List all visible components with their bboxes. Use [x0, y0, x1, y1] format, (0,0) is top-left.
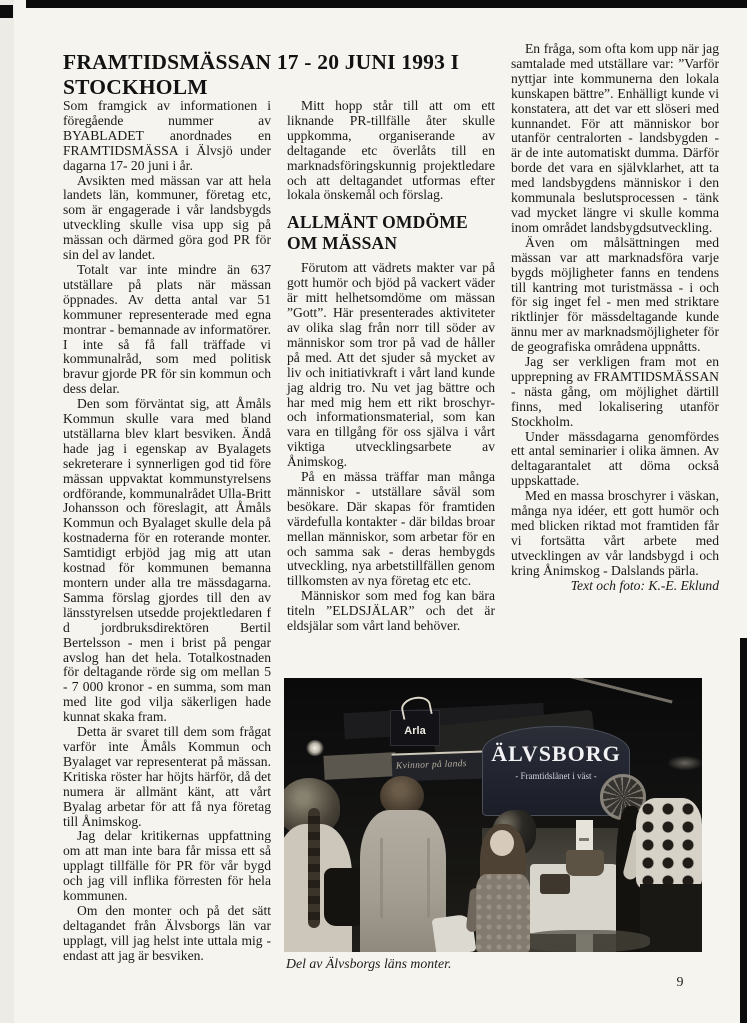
- page-number: 9: [676, 975, 684, 990]
- scan-right-edge-artifact: [740, 638, 747, 1023]
- paragraph: Även om målsättningen med mässan var att marknadsföra varje bygds möjligheter fanns en tendens till kantring mot turistmässa - i och för sig inget fel - men med striktare riktlinjer för mässdeltagande kunde ännu mer av marknadsmöjligheter för de geografiska områdena uppnåtts.: [511, 234, 719, 355]
- pillar-mark: [579, 838, 589, 841]
- paragraph: Under mässdagarna genomfördes ett antal seminarier i olika ämnen. Av deltagarantalet att döma också uppskattade.: [511, 428, 719, 489]
- article-title: FRAMTIDSMÄSSAN 17 - 20 JUNI 1993 I STOCKHOLM: [63, 50, 460, 100]
- lamp-glow: [306, 740, 324, 756]
- booth-banner-left: [323, 752, 396, 780]
- text-column-3: [511, 42, 719, 594]
- paragraph: Med en massa broschyrer i väskan, många nya idéer, ett gott humör och med blicken riktad mot framtiden får vi fortsätta vårt arbete med utvecklingen av vår landsbygd i och kring Ånimskog - Dalslands pärla.: [511, 488, 719, 578]
- kvinnor-banner-text: Kvinnor på lands: [395, 759, 467, 772]
- girl-dress: [476, 874, 530, 952]
- alvsborg-sign-subtitle: - Framtidslänet i väst -: [515, 771, 597, 781]
- text-column-1: [63, 99, 271, 964]
- floor-highlight: [520, 930, 650, 952]
- polka-dot-woman: [636, 798, 702, 888]
- paragraph: Detta är svaret till dem som frågat varför inte Åmåls Kommun och Byalaget var representerat på mässan. Kritiska röster har höjts härför, då det numera är allmänt känt, att vårt Byalag arbetar för att få nya företag till Ånimskog.: [63, 724, 271, 829]
- arla-sign-text: Arla: [404, 725, 426, 737]
- paragraph: På en mässa träffar man många människor - utställare såväl som besökare. Där skapas för framtiden värdefulla kontakter - där bildas broar mellan människor, som arbetar för en och samma sak - deras hembygds utveckling, nya arbetstillfällen genom tillkomsten av nya företag etc etc.: [287, 469, 495, 589]
- paragraph: Totalt var inte mindre än 637 utställare på plats när mässan öppnades. Av detta antal var 51 kommuner representerade med egna montrar - bemannade av informatörer. I inte så få fall träffade vi kommunalråd, som med politisk bravur gjorde PR för sin kommun och dess delar.: [63, 261, 271, 397]
- paragraph: Som framgick av informationen i föregående nummer av BYABLADET anordnades en FRAMTIDSMÄSSA i Älvsjö under dagarna 17- 20 juni i år.: [63, 98, 271, 173]
- scan-left-margin: [0, 0, 14, 1023]
- section-heading: ALLMÄNT OMDÖME OM MÄSSAN: [287, 212, 468, 254]
- jacket-folds: [380, 838, 430, 918]
- alvsborg-sign-title: ÄLVSBORG: [491, 741, 621, 766]
- column3-body: [511, 42, 719, 579]
- paragraph: Människor som med fog kan bära titeln ”ELDSJÄLAR” och det är eldsjälar som vårt land behöver.: [287, 588, 495, 634]
- braid: [308, 808, 320, 928]
- scan-top-bar-artifact: [26, 0, 747, 8]
- paragraph: Jag ser verkligen fram mot en upprepning av FRAMTIDSMÄSSAN - nästa gång, om möjlighet därtill finns, med lokalisering utanför Stockholm.: [511, 354, 719, 429]
- column2-body: [287, 261, 495, 634]
- paragraph: Den som förväntat sig, att Åmåls Kommun skulle vara med bland utställarna blev klart besviken. Ändå hade jag i egenskap av Byalagets sekreterare i synnerligen god tid före mässan uppvaktat kommunstyrelsens ordförande, kommunalrådet Ulla-Britt Johansson och föreslagit, att Åmåls Kommun och Byalaget skulle dela på kostnaderna för en roterande monter. Samtidigt erbjöd jag mig att utan kostnad för kommunen bemanna montern under alla tre mässdagarna. Samma förslag gjordes till den av länsstyrelsen utsedde projektledaren f d jordbruksdirektören Bertil Bertelsson - men i brist på pengar avslog han det hela. Totalkostnaden för deltagande rörde sig om mellan 5 - 7 000 kronor - en summa, som man med lite god vilja säkerligen hade kunnat skaka fram.: [63, 396, 271, 725]
- faint-far-sign: [668, 756, 702, 770]
- text-column-2: [287, 99, 495, 634]
- photo-caption: Del av Älvsborgs läns monter.: [286, 956, 452, 971]
- basket: [540, 874, 570, 894]
- arla-sign: [390, 710, 440, 746]
- paragraph: Avsikten med mässan var att hela landets län, kommuner, företag etc, som är engagerade i vår landsbygds utveckling skulle visa upp sig på mässan och därmed göra god PR för sin del av landet.: [63, 172, 271, 263]
- column2-intro: [287, 99, 495, 203]
- paragraph: Om den monter och på det sätt deltagandet från Älvsborgs län var upplagt, vill jag helst inte uttala mig - endast att jag är besviken.: [63, 902, 271, 963]
- scan-corner-mark: [0, 5, 13, 18]
- basket: [566, 850, 604, 876]
- girl-face: [490, 830, 514, 856]
- byline: Text och foto: K.-E. Eklund: [570, 577, 719, 593]
- fair-booth-photo: [284, 678, 702, 952]
- paragraph: Mitt hopp står till att om ett liknande PR-tillfälle åter skulle uppkomma, organiserande av deltagande etc överlåts till en marknadsföringskunnig projektledare och att deltagandet utformas efter lokala önskemål och förslag.: [287, 98, 495, 203]
- arla-logo-swirl: [399, 694, 433, 720]
- paragraph: En fråga, som ofta kom upp när jag samtalade med utställare var: ”Varför nyttjar inte kommunerna den lokala kunskapen bättre”. Enhälligt kunde vi konstatera, att det var ett slöseri med kunnandet. För att människor bor utanför centralorten - landsbygden - är de inte automatiskt dumma. Därför borde det vara en självklarhet, att ta med landsbygdens människor i den kommunala beslutsprocessen - tänk vad mycket längre vi skulle komma inom området landsbygdsutveckling.: [511, 41, 719, 235]
- paragraph: Förutom att vädrets makter var på gott humör och bjöd på vackert väder är mitt helhetsomdöme om mässan ”Gott”. Här presenterades aktiviteter av olika slag från norr till söder av människor som tror på vad de håller på med. Att det sjuder så mycket av liv och initiativkraft i vårt land kunde jag aldrig tro. Nu vet jag bättre och har med mig hem ett rikt broschyr- och informationsmaterial, som kan vara en tillgång för oss själva i vårt viktiga utvecklingsarbete av Ånimskog.: [287, 260, 495, 470]
- ceiling-beam: [555, 678, 672, 703]
- paragraph: Jag delar kritikernas uppfattning om att man inte bara får missa ett så upplagt tillfälle för PR för vår bygd och jag vill inflika förresten för hela kommunen.: [63, 828, 271, 904]
